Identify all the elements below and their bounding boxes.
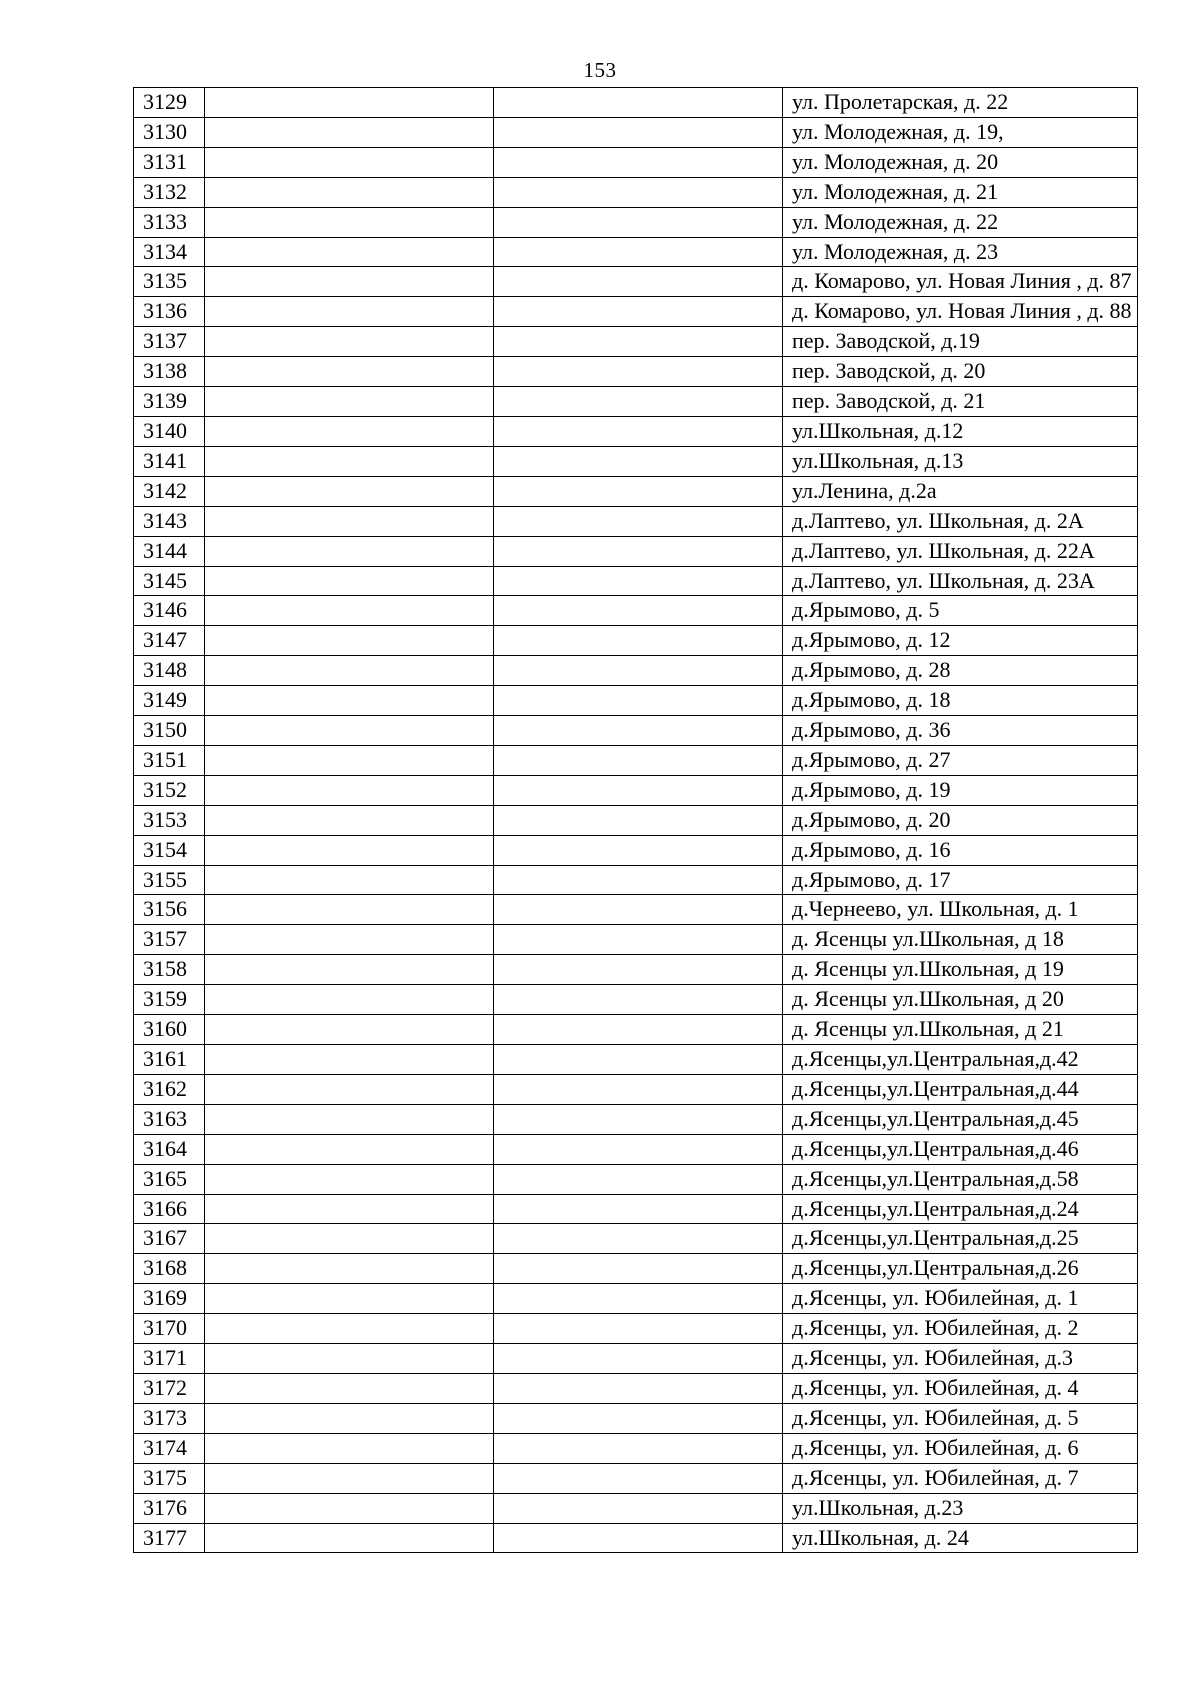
address-cell: пер. Заводской, д. 21 (783, 387, 1138, 417)
row-number-cell: 3164 (134, 1134, 205, 1164)
empty-cell (494, 805, 783, 835)
empty-cell (494, 865, 783, 895)
address-cell: д.Лаптево, ул. Школьная, д. 22А (783, 536, 1138, 566)
address-cell: д. Ясенцы ул.Школьная, д 20 (783, 985, 1138, 1015)
empty-cell (494, 686, 783, 716)
table-row (134, 327, 1138, 357)
address-cell: д.Ясенцы, ул. Юбилейная, д. 5 (783, 1403, 1138, 1433)
address-table (133, 87, 1138, 1553)
row-number-cell: 3174 (134, 1433, 205, 1463)
address-cell: д.Ярымово, д. 17 (783, 865, 1138, 895)
empty-cell (205, 895, 494, 925)
row-number-cell: 3159 (134, 985, 205, 1015)
address-cell: д.Ярымово, д. 5 (783, 596, 1138, 626)
empty-cell (494, 1164, 783, 1194)
empty-cell (494, 1254, 783, 1284)
empty-cell (205, 566, 494, 596)
empty-cell (494, 1045, 783, 1075)
empty-cell (494, 1344, 783, 1374)
table-row (134, 1074, 1138, 1104)
address-cell: д. Комарово, ул. Новая Линия , д. 88 (783, 297, 1138, 327)
table-row (134, 1523, 1138, 1553)
empty-cell (205, 1254, 494, 1284)
row-number-cell: 3173 (134, 1403, 205, 1433)
empty-cell (205, 1194, 494, 1224)
empty-cell (494, 1194, 783, 1224)
empty-cell (494, 1493, 783, 1523)
empty-cell (205, 1015, 494, 1045)
empty-cell (205, 805, 494, 835)
address-cell: ул.Ленина, д.2а (783, 476, 1138, 506)
row-number-cell: 3154 (134, 835, 205, 865)
empty-cell (205, 865, 494, 895)
empty-cell (205, 1373, 494, 1403)
empty-cell (205, 1523, 494, 1553)
row-number-cell: 3138 (134, 357, 205, 387)
table-row (134, 805, 1138, 835)
address-cell: д.Ясенцы,ул.Центральная,д.26 (783, 1254, 1138, 1284)
address-cell: ул. Молодежная, д. 23 (783, 237, 1138, 267)
table-row (134, 686, 1138, 716)
table-row (134, 716, 1138, 746)
row-number-cell: 3153 (134, 805, 205, 835)
table-row (134, 985, 1138, 1015)
row-number-cell: 3177 (134, 1523, 205, 1553)
table-row (134, 1373, 1138, 1403)
address-cell: д.Ясенцы,ул.Центральная,д.46 (783, 1134, 1138, 1164)
address-cell: пер. Заводской, д.19 (783, 327, 1138, 357)
row-number-cell: 3148 (134, 656, 205, 686)
empty-cell (494, 1433, 783, 1463)
empty-cell (205, 207, 494, 237)
empty-cell (494, 656, 783, 686)
address-cell: д.Ясенцы,ул.Центральная,д.24 (783, 1194, 1138, 1224)
address-cell: ул.Школьная, д.12 (783, 416, 1138, 446)
address-cell: д. Ясенцы ул.Школьная, д 18 (783, 925, 1138, 955)
table-row (134, 566, 1138, 596)
row-number-cell: 3149 (134, 686, 205, 716)
row-number-cell: 3142 (134, 476, 205, 506)
table-row (134, 1224, 1138, 1254)
row-number-cell: 3147 (134, 626, 205, 656)
row-number-cell: 3131 (134, 147, 205, 177)
empty-cell (205, 536, 494, 566)
table-row (134, 297, 1138, 327)
empty-cell (494, 596, 783, 626)
empty-cell (205, 1403, 494, 1433)
address-cell: д.Ярымово, д. 16 (783, 835, 1138, 865)
row-number-cell: 3145 (134, 566, 205, 596)
address-cell: д.Ясенцы, ул. Юбилейная, д. 2 (783, 1314, 1138, 1344)
address-cell: д.Лаптево, ул. Школьная, д. 2А (783, 506, 1138, 536)
row-number-cell: 3135 (134, 267, 205, 297)
empty-cell (494, 117, 783, 147)
table-row (134, 147, 1138, 177)
row-number-cell: 3139 (134, 387, 205, 417)
address-cell: д.Ясенцы,ул.Центральная,д.25 (783, 1224, 1138, 1254)
row-number-cell: 3176 (134, 1493, 205, 1523)
table-row (134, 88, 1138, 118)
address-cell: д. Ясенцы ул.Школьная, д 19 (783, 955, 1138, 985)
empty-cell (205, 1164, 494, 1194)
empty-cell (494, 446, 783, 476)
row-number-cell: 3168 (134, 1254, 205, 1284)
empty-cell (494, 1314, 783, 1344)
row-number-cell: 3156 (134, 895, 205, 925)
address-cell: д.Ярымово, д. 28 (783, 656, 1138, 686)
empty-cell (205, 1074, 494, 1104)
table-row (134, 895, 1138, 925)
table-row (134, 1493, 1138, 1523)
empty-cell (205, 387, 494, 417)
table-row (134, 476, 1138, 506)
empty-cell (494, 237, 783, 267)
address-cell: д.Ясенцы, ул. Юбилейная, д. 6 (783, 1433, 1138, 1463)
address-cell: д.Ясенцы, ул. Юбилейная, д. 1 (783, 1284, 1138, 1314)
row-number-cell: 3143 (134, 506, 205, 536)
empty-cell (494, 1134, 783, 1164)
table-row (134, 207, 1138, 237)
address-cell: д.Ясенцы, ул. Юбилейная, д. 4 (783, 1373, 1138, 1403)
empty-cell (205, 955, 494, 985)
empty-cell (205, 1134, 494, 1164)
empty-cell (205, 1344, 494, 1374)
empty-cell (205, 506, 494, 536)
empty-cell (494, 895, 783, 925)
empty-cell (205, 1433, 494, 1463)
empty-cell (205, 177, 494, 207)
address-cell: д. Ясенцы ул.Школьная, д 21 (783, 1015, 1138, 1045)
row-number-cell: 3165 (134, 1164, 205, 1194)
row-number-cell: 3136 (134, 297, 205, 327)
empty-cell (494, 1104, 783, 1134)
address-cell: д.Ясенцы,ул.Центральная,д.58 (783, 1164, 1138, 1194)
address-cell: д.Ясенцы,ул.Центральная,д.42 (783, 1045, 1138, 1075)
empty-cell (205, 88, 494, 118)
empty-cell (494, 925, 783, 955)
table-row (134, 865, 1138, 895)
row-number-cell: 3155 (134, 865, 205, 895)
address-cell: д.Ярымово, д. 20 (783, 805, 1138, 835)
table-row (134, 1284, 1138, 1314)
address-cell: д.Лаптево, ул. Школьная, д. 23А (783, 566, 1138, 596)
row-number-cell: 3167 (134, 1224, 205, 1254)
address-cell: д.Ясенцы, ул. Юбилейная, д.3 (783, 1344, 1138, 1374)
empty-cell (494, 1224, 783, 1254)
empty-cell (205, 596, 494, 626)
table-row (134, 626, 1138, 656)
empty-cell (494, 267, 783, 297)
empty-cell (494, 566, 783, 596)
empty-cell (205, 1045, 494, 1075)
empty-cell (205, 656, 494, 686)
row-number-cell: 3129 (134, 88, 205, 118)
empty-cell (205, 1314, 494, 1344)
table-row (134, 1015, 1138, 1045)
empty-cell (494, 716, 783, 746)
empty-cell (494, 1015, 783, 1045)
empty-cell (494, 1284, 783, 1314)
empty-cell (205, 1463, 494, 1493)
empty-cell (494, 88, 783, 118)
address-cell: ул. Пролетарская, д. 22 (783, 88, 1138, 118)
table-row (134, 1463, 1138, 1493)
row-number-cell: 3157 (134, 925, 205, 955)
address-cell: ул.Школьная, д.13 (783, 446, 1138, 476)
empty-cell (205, 357, 494, 387)
empty-cell (494, 626, 783, 656)
page-number: 153 (583, 58, 617, 82)
empty-cell (494, 327, 783, 357)
empty-cell (205, 686, 494, 716)
empty-cell (205, 476, 494, 506)
table-row (134, 656, 1138, 686)
address-cell: д.Ясенцы,ул.Центральная,д.45 (783, 1104, 1138, 1134)
row-number-cell: 3169 (134, 1284, 205, 1314)
empty-cell (494, 1074, 783, 1104)
empty-cell (205, 745, 494, 775)
empty-cell (494, 775, 783, 805)
empty-cell (205, 775, 494, 805)
row-number-cell: 3137 (134, 327, 205, 357)
empty-cell (205, 835, 494, 865)
address-cell: д.Ясенцы,ул.Центральная,д.44 (783, 1074, 1138, 1104)
table-row (134, 536, 1138, 566)
row-number-cell: 3150 (134, 716, 205, 746)
empty-cell (494, 1523, 783, 1553)
table-row (134, 1344, 1138, 1374)
table-row (134, 237, 1138, 267)
table-row (134, 387, 1138, 417)
address-cell: ул. Молодежная, д. 21 (783, 177, 1138, 207)
address-cell: д.Ярымово, д. 18 (783, 686, 1138, 716)
empty-cell (205, 1493, 494, 1523)
address-cell: д.Ярымово, д. 36 (783, 716, 1138, 746)
address-cell: д.Ярымово, д. 27 (783, 745, 1138, 775)
empty-cell (205, 1224, 494, 1254)
table-row (134, 596, 1138, 626)
row-number-cell: 3171 (134, 1344, 205, 1374)
address-cell: ул. Молодежная, д. 22 (783, 207, 1138, 237)
table-row (134, 357, 1138, 387)
table-row (134, 1134, 1138, 1164)
row-number-cell: 3158 (134, 955, 205, 985)
address-cell: д.Ярымово, д. 19 (783, 775, 1138, 805)
row-number-cell: 3152 (134, 775, 205, 805)
row-number-cell: 3141 (134, 446, 205, 476)
empty-cell (494, 147, 783, 177)
row-number-cell: 3133 (134, 207, 205, 237)
empty-cell (494, 955, 783, 985)
empty-cell (494, 207, 783, 237)
empty-cell (205, 267, 494, 297)
address-cell: пер. Заводской, д. 20 (783, 357, 1138, 387)
address-cell: д.Ярымово, д. 12 (783, 626, 1138, 656)
table-row (134, 1104, 1138, 1134)
address-cell: д. Комарово, ул. Новая Линия , д. 87 (783, 267, 1138, 297)
empty-cell (494, 476, 783, 506)
empty-cell (205, 1284, 494, 1314)
address-table-body (134, 88, 1138, 1553)
table-row (134, 955, 1138, 985)
table-row (134, 835, 1138, 865)
empty-cell (494, 297, 783, 327)
row-number-cell: 3161 (134, 1045, 205, 1075)
empty-cell (494, 745, 783, 775)
row-number-cell: 3172 (134, 1373, 205, 1403)
empty-cell (205, 237, 494, 267)
row-number-cell: 3144 (134, 536, 205, 566)
address-cell: ул. Молодежная, д. 19, (783, 117, 1138, 147)
empty-cell (205, 147, 494, 177)
empty-cell (494, 387, 783, 417)
table-row (134, 446, 1138, 476)
row-number-cell: 3166 (134, 1194, 205, 1224)
empty-cell (494, 177, 783, 207)
empty-cell (494, 506, 783, 536)
table-row (134, 1045, 1138, 1075)
row-number-cell: 3175 (134, 1463, 205, 1493)
empty-cell (494, 1403, 783, 1433)
empty-cell (205, 446, 494, 476)
empty-cell (205, 925, 494, 955)
table-row (134, 1314, 1138, 1344)
table-row (134, 267, 1138, 297)
empty-cell (205, 117, 494, 147)
table-row (134, 416, 1138, 446)
address-cell: д.Ясенцы, ул. Юбилейная, д. 7 (783, 1463, 1138, 1493)
address-cell: ул. Молодежная, д. 20 (783, 147, 1138, 177)
table-row (134, 925, 1138, 955)
row-number-cell: 3162 (134, 1074, 205, 1104)
empty-cell (205, 416, 494, 446)
table-row (134, 1194, 1138, 1224)
empty-cell (205, 327, 494, 357)
empty-cell (494, 835, 783, 865)
empty-cell (205, 985, 494, 1015)
empty-cell (205, 626, 494, 656)
row-number-cell: 3134 (134, 237, 205, 267)
empty-cell (205, 1104, 494, 1134)
table-row (134, 775, 1138, 805)
table-row (134, 177, 1138, 207)
empty-cell (494, 1373, 783, 1403)
table-row (134, 1403, 1138, 1433)
row-number-cell: 3170 (134, 1314, 205, 1344)
empty-cell (205, 297, 494, 327)
empty-cell (494, 536, 783, 566)
empty-cell (494, 357, 783, 387)
row-number-cell: 3160 (134, 1015, 205, 1045)
empty-cell (494, 985, 783, 1015)
row-number-cell: 3140 (134, 416, 205, 446)
empty-cell (494, 1463, 783, 1493)
address-cell: д.Чернеево, ул. Школьная, д. 1 (783, 895, 1138, 925)
table-row (134, 1164, 1138, 1194)
row-number-cell: 3146 (134, 596, 205, 626)
table-row (134, 1433, 1138, 1463)
empty-cell (494, 416, 783, 446)
address-cell: ул.Школьная, д.23 (783, 1493, 1138, 1523)
table-row (134, 745, 1138, 775)
empty-cell (205, 716, 494, 746)
address-cell: ул.Школьная, д. 24 (783, 1523, 1138, 1553)
table-row (134, 117, 1138, 147)
row-number-cell: 3130 (134, 117, 205, 147)
row-number-cell: 3163 (134, 1104, 205, 1134)
table-row (134, 1254, 1138, 1284)
row-number-cell: 3132 (134, 177, 205, 207)
row-number-cell: 3151 (134, 745, 205, 775)
table-row (134, 506, 1138, 536)
